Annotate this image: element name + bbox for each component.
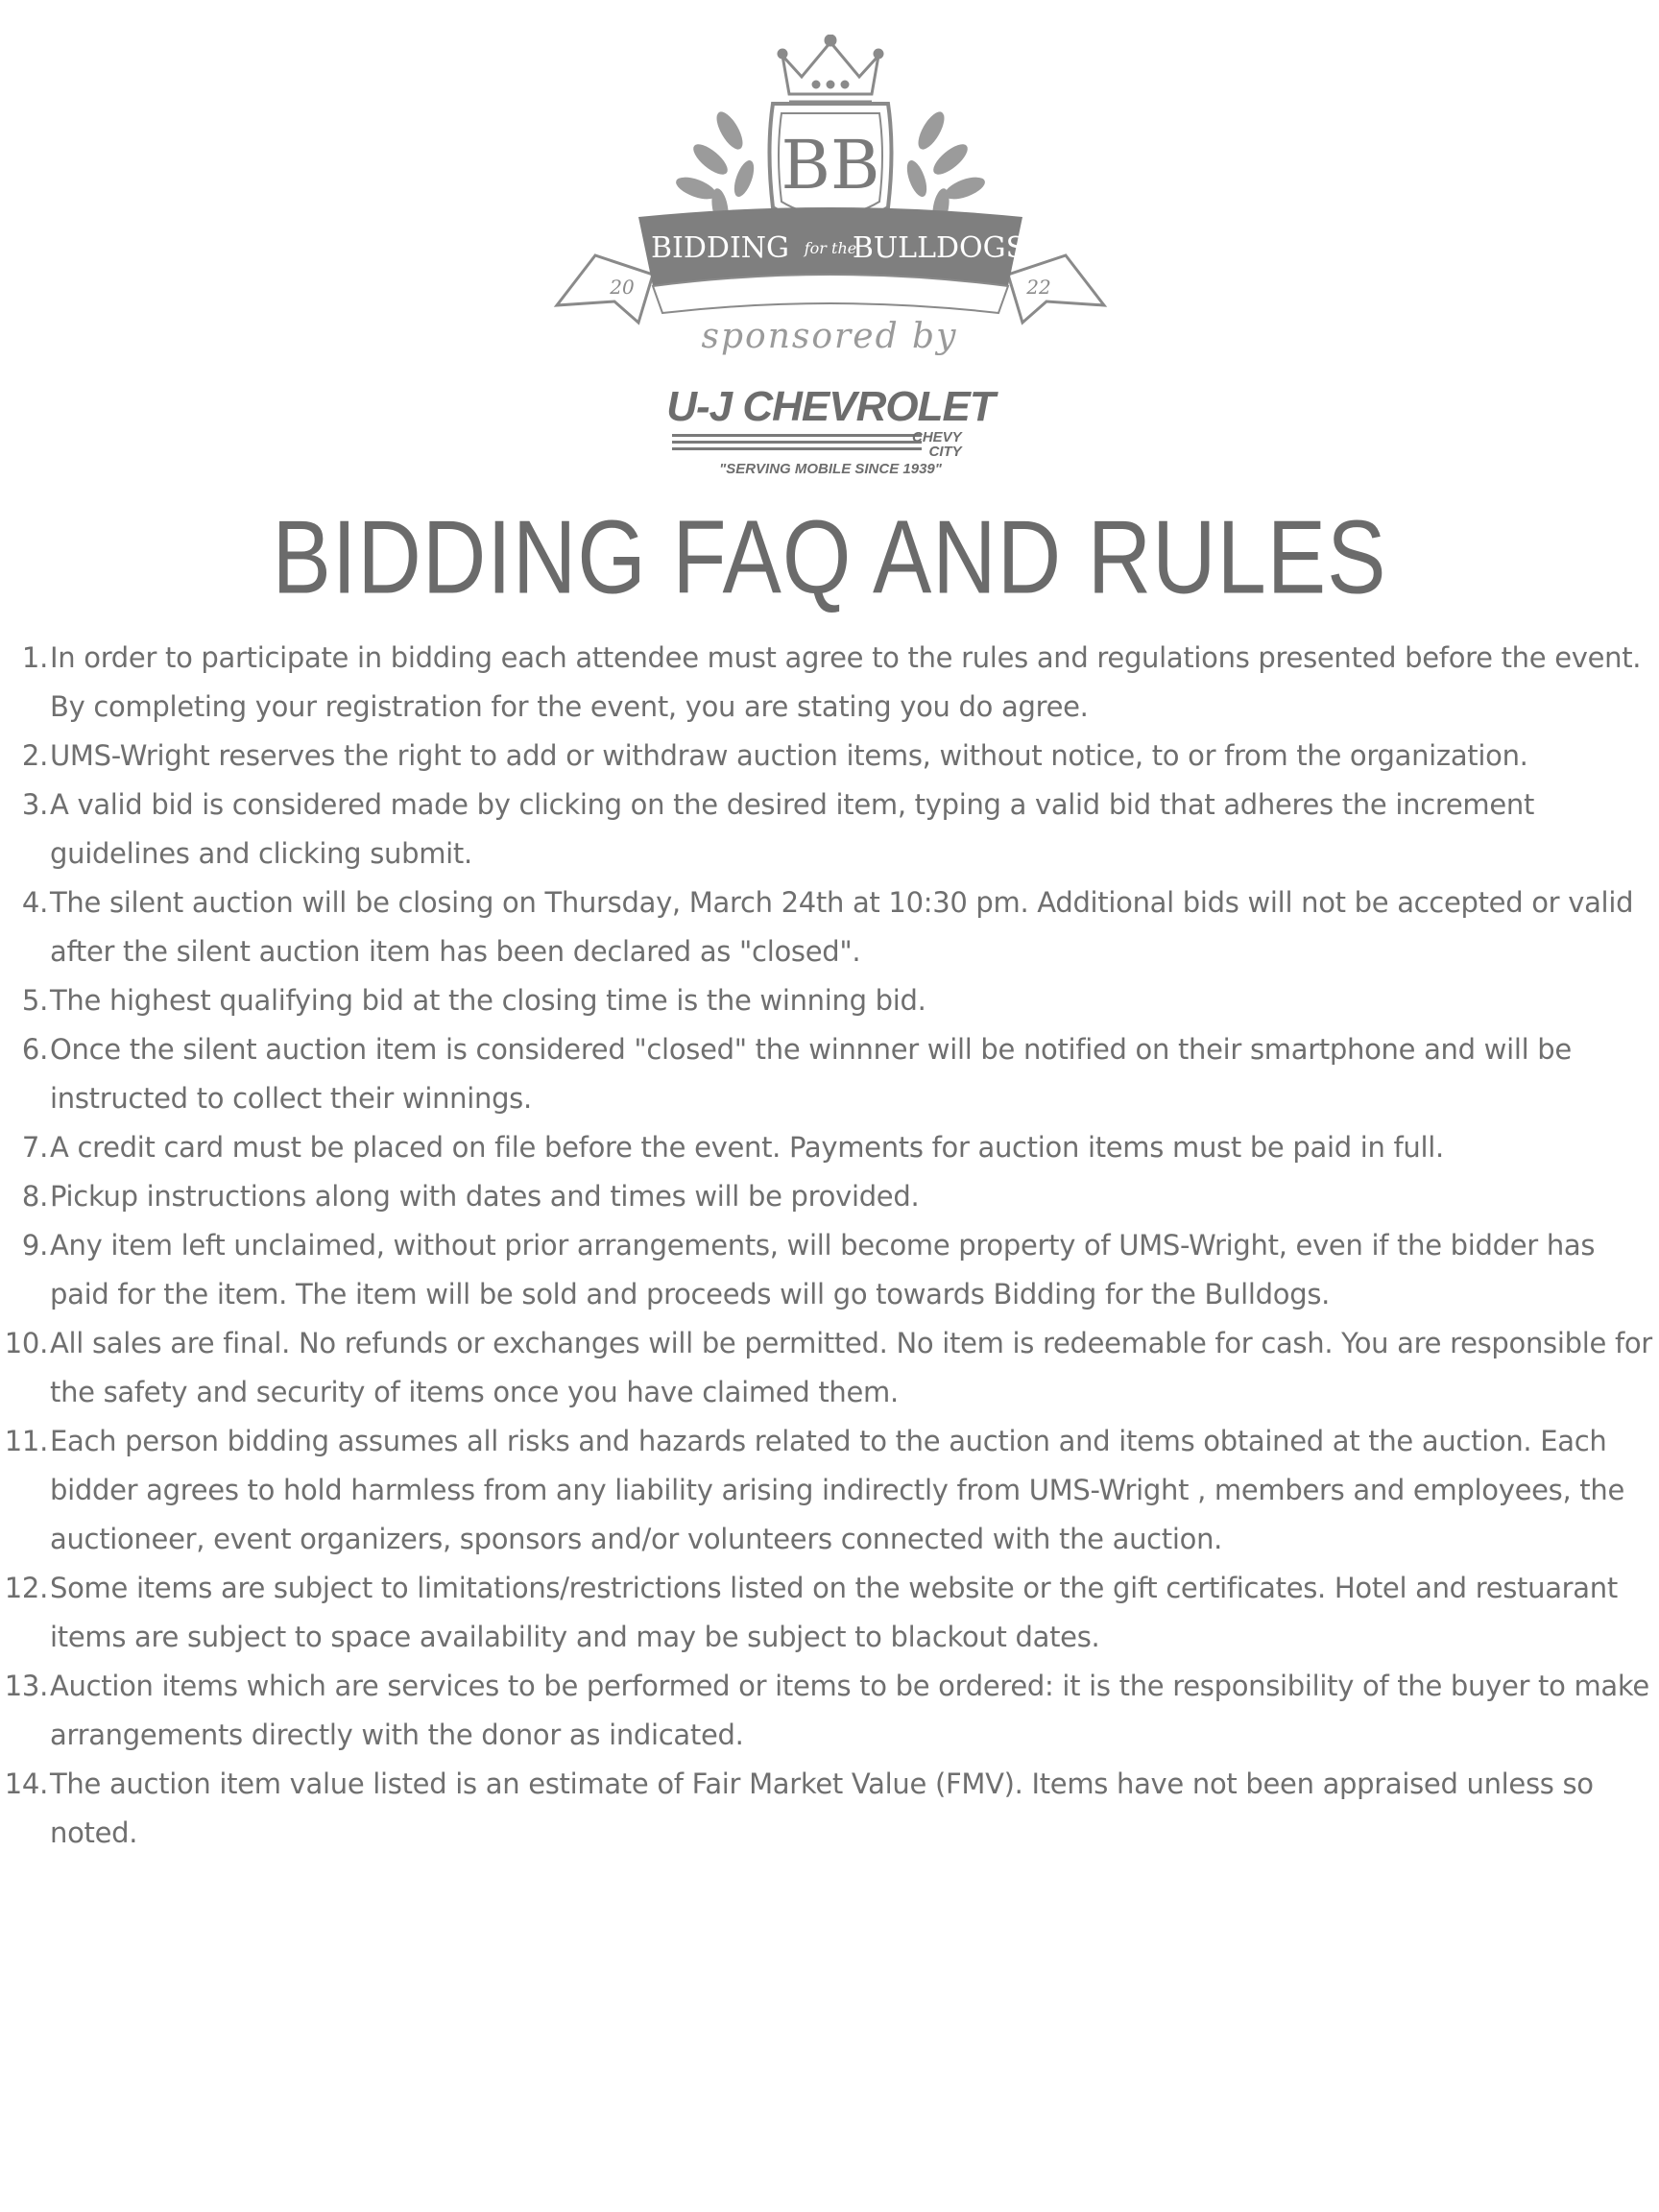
crest-graphic <box>538 35 1123 351</box>
rule-text: UMS-Wright reserves the right to add or withdraw auction items, without notice, to or from the organization. <box>50 739 1528 772</box>
rule-number: 13. <box>4 1670 48 1702</box>
sponsor-tagline: "SERVING MOBILE SINCE 1939" <box>719 461 942 477</box>
rule-item <box>0 732 1659 781</box>
year-right: 22 <box>1026 276 1051 299</box>
rule-text: Auction items which are services to be performed or items to be ordered: it is the responsibility of the buyer to make arrangements directly with the donor as indicated. <box>50 1670 1649 1751</box>
rules-list <box>0 634 1659 1858</box>
rule-text: Any item left unclaimed, without prior arrangements, will become property of UMS-Wright, even if the bidder has paid for the item. The item will be sold and proceeds will go towards Bidding for the Bulldogs. <box>50 1229 1596 1310</box>
rule-item <box>0 781 1659 878</box>
rule-item <box>0 634 1659 732</box>
bidding-for-the-bulldogs-crest-logo <box>538 35 1123 351</box>
rule-text: The highest qualifying bid at the closing time is the winning bid. <box>50 984 926 1017</box>
rule-number: 11. <box>4 1425 48 1457</box>
rule-number: 14. <box>4 1767 48 1800</box>
rule-number: 2. <box>21 739 48 772</box>
rule-item <box>0 1760 1659 1858</box>
rule-item <box>0 1564 1659 1662</box>
banner-text-script: for the <box>804 239 857 257</box>
rule-text: The silent auction will be closing on Thursday, March 24th at 10:30 pm. Additional bids will not be accepted or valid after the silent auction item has been declared as "closed". <box>50 886 1634 968</box>
u-j-chevrolet-logo <box>662 382 998 486</box>
rule-number: 1. <box>21 641 48 674</box>
rule-item <box>0 1221 1659 1319</box>
banner-text-right: BULLDOGS <box>852 231 1026 265</box>
rule-number: 9. <box>21 1229 48 1262</box>
rule-item <box>0 878 1659 976</box>
sponsor-sub-bottom: CITY <box>928 444 962 460</box>
rule-number: 5. <box>21 984 48 1017</box>
rule-number: 10. <box>4 1327 48 1359</box>
rule-text: A valid bid is considered made by clicking on the desired item, typing a valid bid that adheres the increment guidelines and clicking submit. <box>50 788 1535 870</box>
sponsor-speed-lines <box>672 434 922 455</box>
rule-text: Once the silent auction item is considered "closed" the winnner will be notified on their smartphone and will be instructed to collect their winnings. <box>50 1033 1572 1115</box>
sponsor-sub-brand <box>912 430 962 459</box>
rule-number: 8. <box>21 1180 48 1213</box>
rule-number: 4. <box>21 886 48 919</box>
rule-item <box>0 1025 1659 1123</box>
rule-text: A credit card must be placed on file before the event. Payments for auction items must be paid in full. <box>50 1131 1444 1164</box>
rule-text: The auction item value listed is an estimate of Fair Market Value (FMV). Items have not been appraised unless so noted. <box>50 1767 1594 1849</box>
rule-item <box>0 1662 1659 1760</box>
rule-item <box>0 976 1659 1025</box>
banner-text-left: BIDDING <box>650 231 790 265</box>
rule-item <box>0 1417 1659 1564</box>
rule-text: In order to participate in bidding each attendee must agree to the rules and regulations presented before the event. By completing your registration for the event, you are stating you do agree. <box>50 641 1642 723</box>
page-title: BIDDING FAQ AND RULES <box>272 499 1387 616</box>
sponsor-sub-top: CHEVY <box>912 429 962 445</box>
rule-item <box>0 1172 1659 1221</box>
rule-text: Some items are subject to limitations/restrictions listed on the website or the gift certificates. Hotel and restuarant items are subject to space availability and may be subject to blackout dates. <box>50 1572 1618 1653</box>
crest-monogram: BB <box>781 126 880 204</box>
rule-number: 3. <box>21 788 48 821</box>
rule-number: 12. <box>4 1572 48 1604</box>
rule-number: 6. <box>21 1033 48 1066</box>
sponsor-name: U-J CHEVROLET <box>666 383 995 430</box>
crest-banner <box>557 207 1104 323</box>
year-left: 20 <box>610 276 635 299</box>
rule-text: All sales are final. No refunds or exchanges will be permitted. No item is redeemable for cash. You are responsible for the safety and security of items once you have claimed them. <box>50 1327 1652 1408</box>
rule-text: Each person bidding assumes all risks and hazards related to the auction and items obtained at the auction. Each bidder agrees to hold harmless from any liability arising indirectly from UMS-Wright , members and employees, the auctioneer, event organizers, sponsors and/or volunteers connected with the auction. <box>50 1425 1625 1555</box>
rule-text: Pickup instructions along with dates and times will be provided. <box>50 1180 920 1213</box>
rule-item <box>0 1123 1659 1172</box>
rule-number: 7. <box>21 1131 48 1164</box>
sponsored-by-label: sponsored by <box>701 317 958 356</box>
crown-icon <box>779 36 882 102</box>
rule-item <box>0 1319 1659 1417</box>
